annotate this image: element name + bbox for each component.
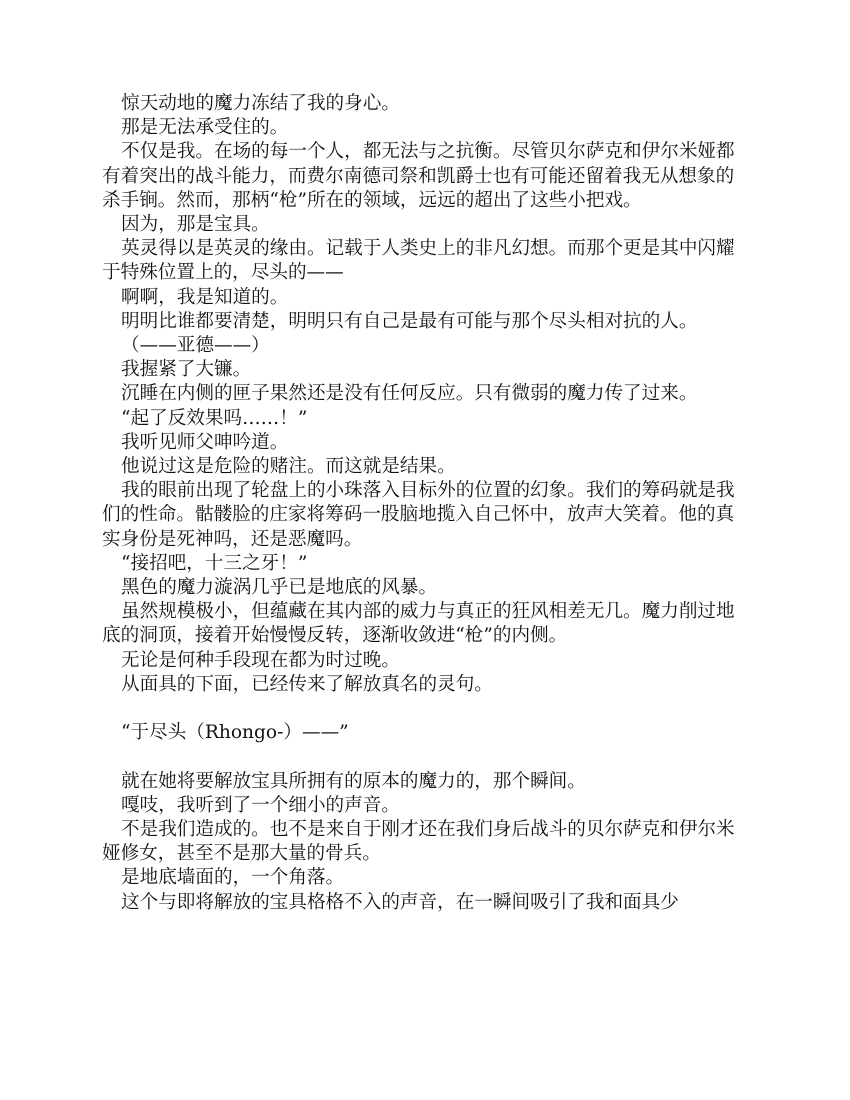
paragraph: 就在她将要解放宝具所拥有的原本的魔力的，那个瞬间。 bbox=[121, 770, 586, 792]
paragraph: 惊天动地的魔力冻结了我的身心。 bbox=[121, 93, 400, 114]
paragraph: 嘎吱，我听到了一个细小的声音。 bbox=[121, 794, 400, 816]
paragraph: “起了反效果吗……！” bbox=[121, 407, 308, 429]
paragraph: 是地底墙面的，一个角落。 bbox=[121, 867, 345, 889]
paragraph: 他说过这是危险的赌注。而这就是结果。 bbox=[121, 456, 456, 478]
paragraph: 明明比谁都要清楚，明明只有自己是最有可能与那个尽头相对抗的人。 bbox=[121, 310, 698, 332]
paragraph: 无论是何种手段现在都为时过晚。 bbox=[121, 649, 400, 671]
paragraph: 不是我们造成的。也不是来自于刚才还在我们身后战斗的贝尔萨克和伊尔米娅修女，甚至不是那大量的骨兵。 bbox=[102, 819, 735, 865]
paragraph: 虽然规模极小，但蕴藏在其内部的威力与真正的狂风相差无几。魔力削过地底的洞顶，接着开始慢慢反转，逐渐收敛进“枪”的内侧。 bbox=[102, 601, 735, 647]
paragraph: 黑色的魔力漩涡几乎已是地底的风暴。 bbox=[121, 577, 438, 599]
blank-line bbox=[102, 697, 752, 721]
paragraph: 这个与即将解放的宝具格格不入的声音，在一瞬间吸引了我和面具少 bbox=[121, 891, 679, 913]
paragraph: “于尽头（Rhongo-）——” bbox=[121, 722, 349, 744]
paragraph: 从面具的下面，已经传来了解放真名的灵句。 bbox=[121, 673, 493, 695]
paragraph: 我握紧了大镰。 bbox=[121, 359, 252, 381]
paragraph: 我的眼前出现了轮盘上的小珠落入目标外的位置的幻象。我们的筹码就是我们的性命。骷髅脸的庄家将筹码一股脑地揽入自己怀中，放声大笑着。他的真实身份是死神吗，还是恶魔吗。 bbox=[102, 480, 735, 550]
paragraph: 那是无法承受住的。 bbox=[121, 117, 289, 139]
blank-line bbox=[102, 745, 752, 769]
paragraph: “接招吧，十三之牙！” bbox=[121, 552, 308, 574]
paragraph: 沉睡在内侧的匣子果然还是没有任何反应。只有微弱的魔力传了过来。 bbox=[121, 383, 698, 405]
paragraph: 因为，那是宝具。 bbox=[121, 214, 270, 236]
paragraph: 我听见师父呻吟道。 bbox=[121, 431, 289, 453]
paragraph: 啊啊，我是知道的。 bbox=[121, 286, 289, 308]
paragraph: 英灵得以是英灵的缘由。记载于人类史上的非凡幻想。而那个更是其中闪耀于特殊位置上的，尽头的—— bbox=[102, 238, 735, 284]
paragraph: （——亚德——） bbox=[121, 335, 270, 357]
document-page bbox=[102, 92, 752, 915]
paragraph: 不仅是我。在场的每一个人，都无法与之抗衡。尽管贝尔萨克和伊尔米娅都有着突出的战斗能力，而费尔南德司祭和凯爵士也有可能还留着我无从想象的杀手锏。然而，那柄“枪”所在的领域，远远的超出了这些小把戏。 bbox=[102, 141, 735, 211]
